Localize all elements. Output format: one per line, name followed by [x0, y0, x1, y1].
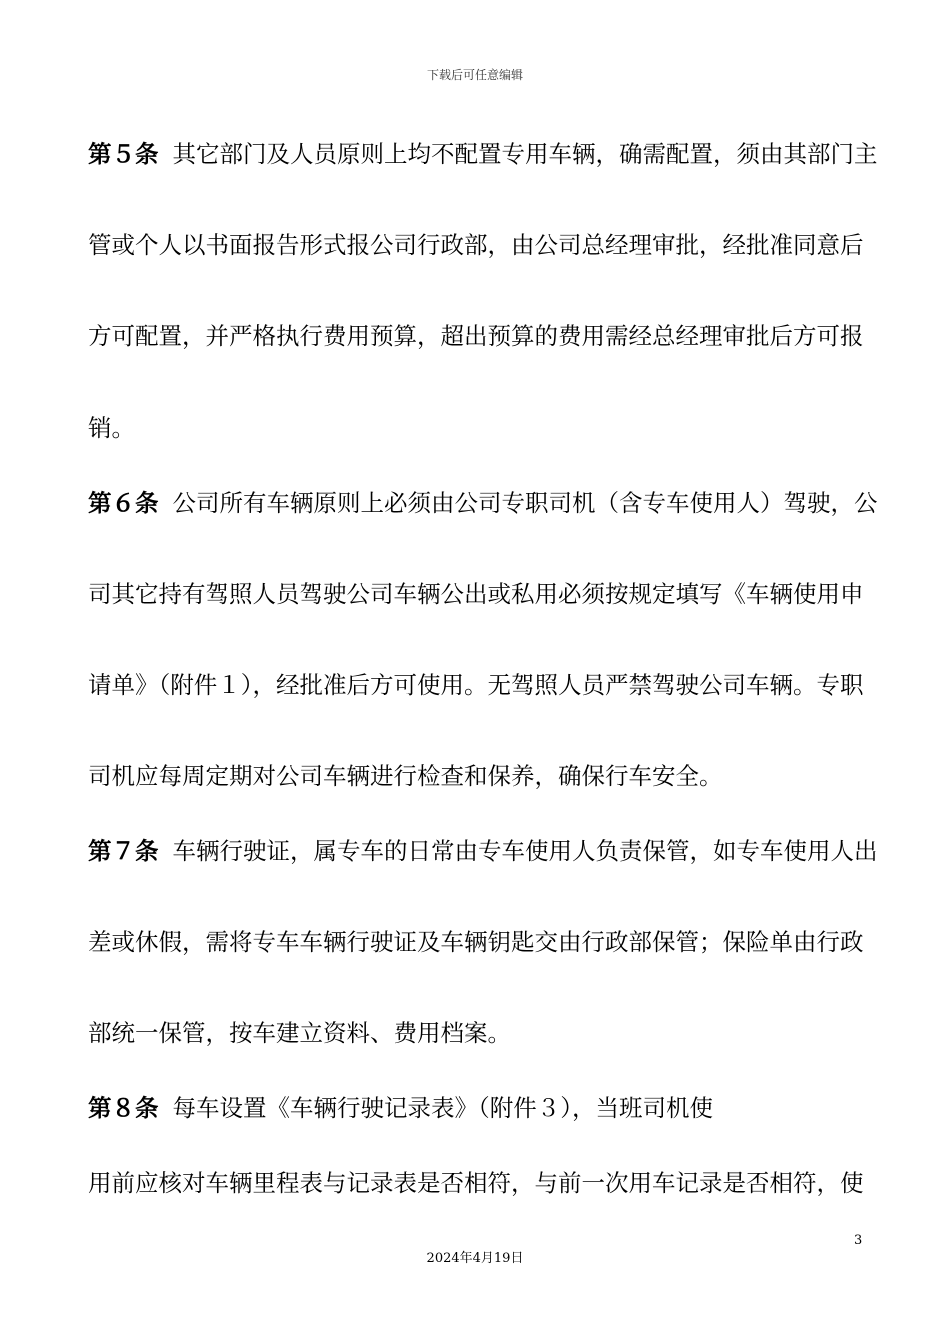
page-header: 下载后可任意编辑 [426, 68, 523, 82]
article-7-line-1 [88, 835, 878, 867]
article-8-text-1: 每车设置《车辆行驶记录表》（附件３），当班司机使 [172, 1094, 713, 1122]
article-7-text-1: 车辆行驶证，属专车的日常由专车使用人负责保管，如专车使用人出 [172, 837, 878, 865]
article-6-label: 第６条 [88, 489, 159, 517]
footer-date: 2024年4月19日 [426, 1251, 524, 1266]
article-6-text-1: 公司所有车辆原则上必须由公司专职司机（含专车使用人）驾驶，公 [172, 489, 878, 517]
article-6-line-1 [88, 487, 878, 519]
article-7-line-3: 部统一保管，按车建立资料、费用档案。 [88, 1019, 511, 1047]
page-number: 3 [854, 1233, 863, 1248]
article-7-line-2: 差或休假，需将专车车辆行驶证及车辆钥匙交由行政部保管；保险单由行政 [88, 928, 864, 956]
article-6-line-2: 司其它持有驾照人员驾驶公司车辆公出或私用必须按规定填写《车辆使用申 [88, 580, 864, 608]
article-5-line-3: 方可配置，并严格执行费用预算，超出预算的费用需经总经理审批后方可报 [88, 322, 864, 350]
article-5-label: 第５条 [88, 140, 159, 168]
article-6-line-4: 司机应每周定期对公司车辆进行检查和保养，确保行车安全。 [88, 762, 723, 790]
article-8-line-1 [88, 1092, 878, 1124]
article-8-label: 第８条 [88, 1094, 159, 1122]
article-5-line-1 [88, 138, 878, 170]
article-5-line-2: 管或个人以书面报告形式报公司行政部，由公司总经理审批，经批准同意后 [88, 231, 864, 259]
article-5-text-1: 其它部门及人员原则上均不配置专用车辆，确需配置，须由其部门主 [172, 140, 878, 168]
article-7-label: 第７条 [88, 837, 159, 865]
article-6-line-3: 请单》（附件１），经批准后方可使用。无驾照人员严禁驾驶公司车辆。专职 [88, 671, 864, 699]
article-8-line-2: 用前应核对车辆里程表与记录表是否相符，与前一次用车记录是否相符，使 [88, 1169, 864, 1197]
article-5-line-4: 销。 [88, 414, 135, 442]
